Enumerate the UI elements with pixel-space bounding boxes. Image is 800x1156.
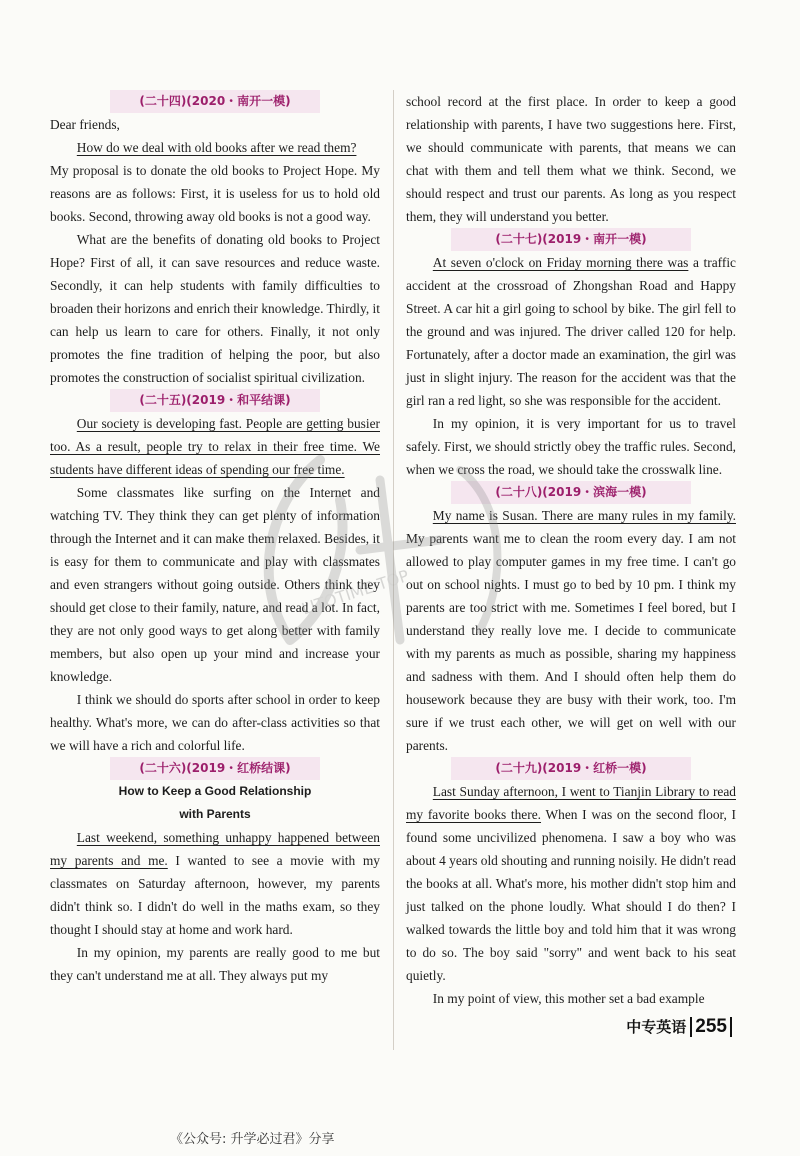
- paragraph: [406, 504, 736, 757]
- paragraph-rest: When I was on the second floor, I found some uncivilized phenomena. I saw a boy who was about 4 years old shouting and running noisily. He didn't read the books at all. What's more, his mother didn't stop him and just talked on the phone loudly. What should I do then? I walked towards the little boy and told him that it was wrong to do so. The boy said "sorry" and went back to his seat quietly.: [406, 807, 736, 983]
- column-divider: [393, 90, 394, 1050]
- right-column: [406, 90, 736, 1010]
- paragraph: [50, 826, 380, 941]
- left-column: [50, 90, 380, 987]
- section-heading-25: (二十五)(2019・和平结课): [110, 389, 320, 412]
- salutation: Dear friends,: [50, 117, 120, 132]
- paragraph: [406, 251, 736, 412]
- paragraph: [50, 412, 380, 481]
- paragraph: In my point of view, this mother set a bad example: [432, 991, 705, 1006]
- page-number: 255: [690, 1017, 732, 1037]
- section-heading-24: (二十四)(2020・南开一模): [110, 90, 320, 113]
- paragraph: [406, 780, 736, 987]
- underlined-sentence: Last weekend, something unhappy happened between my parents and me.: [50, 830, 380, 868]
- paragraph: school record at the first place. In order to keep a good relationship with parents, I have two suggestions here. First, we should communicate with parents, that means we can chat with them and tell them what we think. Second, we should respect and trust our parents. As long as you respect them, they will understand you better.: [406, 94, 736, 224]
- section-heading-29: (二十九)(2019・红桥一模): [451, 757, 691, 780]
- watermark-text: LITOTIME·TOP: [299, 565, 412, 619]
- underlined-sentence: Our society is developing fast. People are getting busier too. As a result, people try to relax in their free time. We students have different ideas of spending our free time.: [50, 416, 380, 477]
- paragraph: In my opinion, my parents are really good to me but they can't understand me at all. They always put my: [50, 945, 380, 983]
- paragraph: My proposal is to donate the old books to Project Hope. My reasons are as follows: First, it is useless for us to hold old books. Second, throwing away old books is not a good way.: [50, 163, 380, 224]
- paragraph-rest: My parents want me to clean the room every day. I am not allowed to play computer games in my free time. I can't go out on school nights. I must go to bed by 10 pm. I think my parents are too strict with me. Sometimes I feel bored, but I understand they really love me. I decide to communicate with my parents as much as possible, sharing my happiness and sadness with them. And I should often help them do housework because they are busy with their work, too. I'm sure if we trust each other, we will get on well with our parents.: [406, 531, 736, 753]
- paragraph-rest: I wanted to see a movie with my classmates on Saturday afternoon, however, my parents didn't think so. I didn't do well in the maths exam, so they thought I should stay at home and work hard.: [50, 853, 380, 937]
- section-heading-28: (二十八)(2019・滨海一模): [451, 481, 691, 504]
- paragraph: What are the benefits of donating old books to Project Hope? First of all, it can save resources and reduce waste. Secondly, it can help students with family difficulties to broaden their horizons and enrich their knowledge. Thirdly, it can help us learn to care for others. Finally, it not only promotes the fine tradition of helping the poor, but also promotes the construction of socialist spiritual civilization.: [50, 232, 380, 385]
- share-note: 《公众号: 升学必过君》分享: [170, 1132, 335, 1147]
- paragraph: I think we should do sports after school in order to keep healthy. What's more, we can do after-class activities so that we will have a rich and colorful life.: [50, 692, 380, 753]
- essay-title-line-1: How to Keep a Good Relationship: [118, 784, 312, 798]
- book-title: 中专英语: [626, 1018, 687, 1036]
- underlined-sentence: How do we deal with old books after we read them?: [76, 140, 357, 155]
- underlined-sentence: At seven o'clock on Friday morning there was: [432, 255, 689, 270]
- essay-title-line-2: with Parents: [179, 807, 251, 821]
- page-footer: [626, 1016, 732, 1037]
- paragraph-rest: a traffic accident at the crossroad of Zhongshan Road and Happy Street. A car hit a girl going to school by bike. The girl fell to the ground and was injured. The driver called 120 for help. Fortunately, after a doctor made an examination, the girl was just in slight injury. The reason for the accident was that the girl ran a red light, so she was responsible for the accident.: [406, 255, 737, 408]
- paragraph: [50, 136, 380, 159]
- section-heading-26: (二十六)(2019・红桥结课): [110, 757, 320, 780]
- underlined-sentence: My name is Susan. There are many rules in my family.: [432, 508, 736, 523]
- paragraph: Some classmates like surfing on the Internet and watching TV. They think they can get plenty of information through the Internet and it can make them relaxed. Besides, it is easy for them to communicate and play with classmates and even strangers without going outside. Others think they should get close to their family, nature, and read a lot. In fact, they are not only good ways to get along better with family members, but also open up your mind and increase your knowledge.: [50, 485, 380, 684]
- section-heading-27: (二十七)(2019・南开一模): [451, 228, 691, 251]
- paragraph: In my opinion, it is very important for us to travel safely. First, we should strictly obey the traffic rules. Second, when we cross the road, we should take the crosswalk line.: [406, 416, 736, 477]
- underlined-sentence: Last Sunday afternoon, I went to Tianjin Library to read my favorite books there.: [406, 784, 736, 822]
